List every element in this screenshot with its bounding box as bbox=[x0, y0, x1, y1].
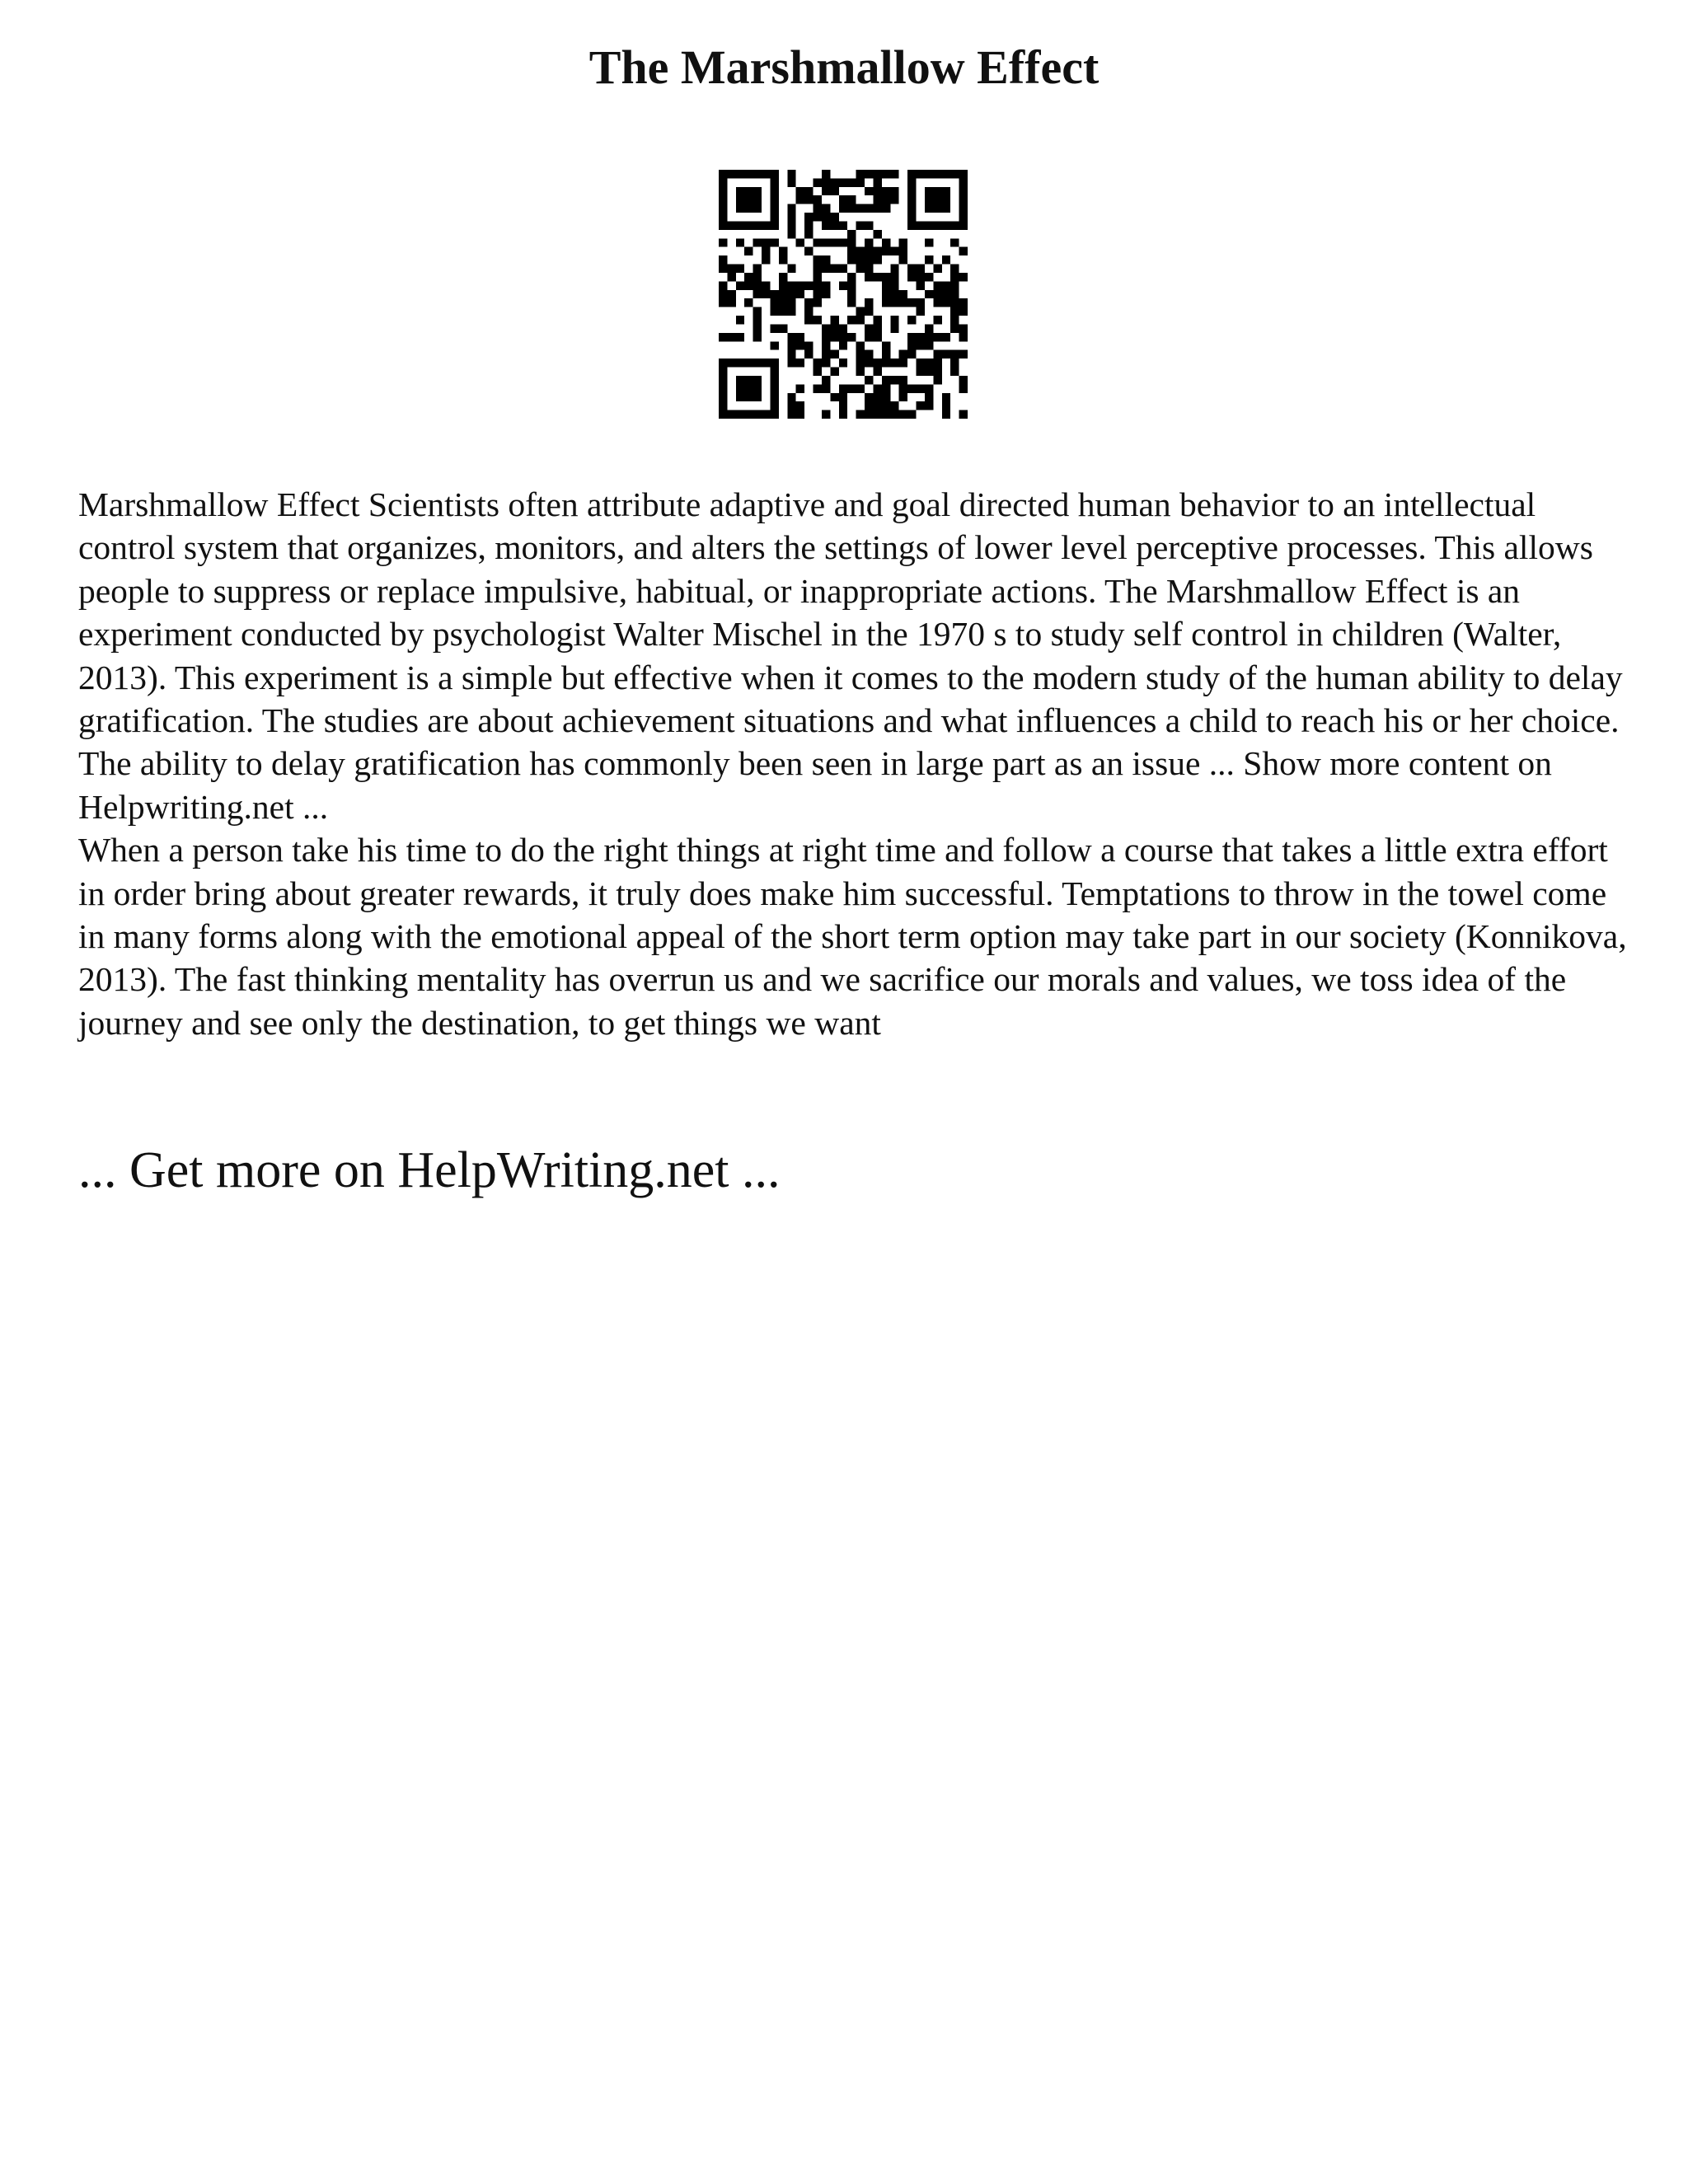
get-more-link[interactable]: ... Get more on HelpWriting.net ... bbox=[78, 1142, 781, 1198]
qr-code-icon[interactable] bbox=[719, 170, 968, 419]
page-title: The Marshmallow Effect bbox=[588, 40, 1100, 94]
paragraph-1: Marshmallow Effect Scientists often attribute adaptive and goal directed human behavior to an intellectual control system that organizes, monitors, and alters the settings of lower level perceptive processes. This allows people to suppress or replace impulsive, habitual, or inappropriate actions. The Marshmallow Effect is an experiment conducted by psychologist Walter Mischel in the 1970 s to study self control in children (Walter, 2013). This experiment is a simple but effective when it comes to the modern study of the human ability to delay gratification. The studies are about achievement situations and what influences a child to reach his or her choice. The ability to delay gratification has commonly been seen in large part as an issue ... Show more content on Helpwriting.net ... bbox=[78, 485, 1623, 826]
article-body bbox=[78, 483, 1628, 1044]
paragraph-2: When a person take his time to do the right things at right time and follow a course that takes a little extra effort in order bring about greater rewards, it truly does make him successful. Temptations to throw in the towel come in many forms along with the emotional appeal of the short term option may take part in our society (Konnikova, 2013). The fast thinking mentality has overrun us and we sacrifice our morals and values, we toss idea of the journey and see only the destination, to get things we want bbox=[78, 831, 1627, 1042]
